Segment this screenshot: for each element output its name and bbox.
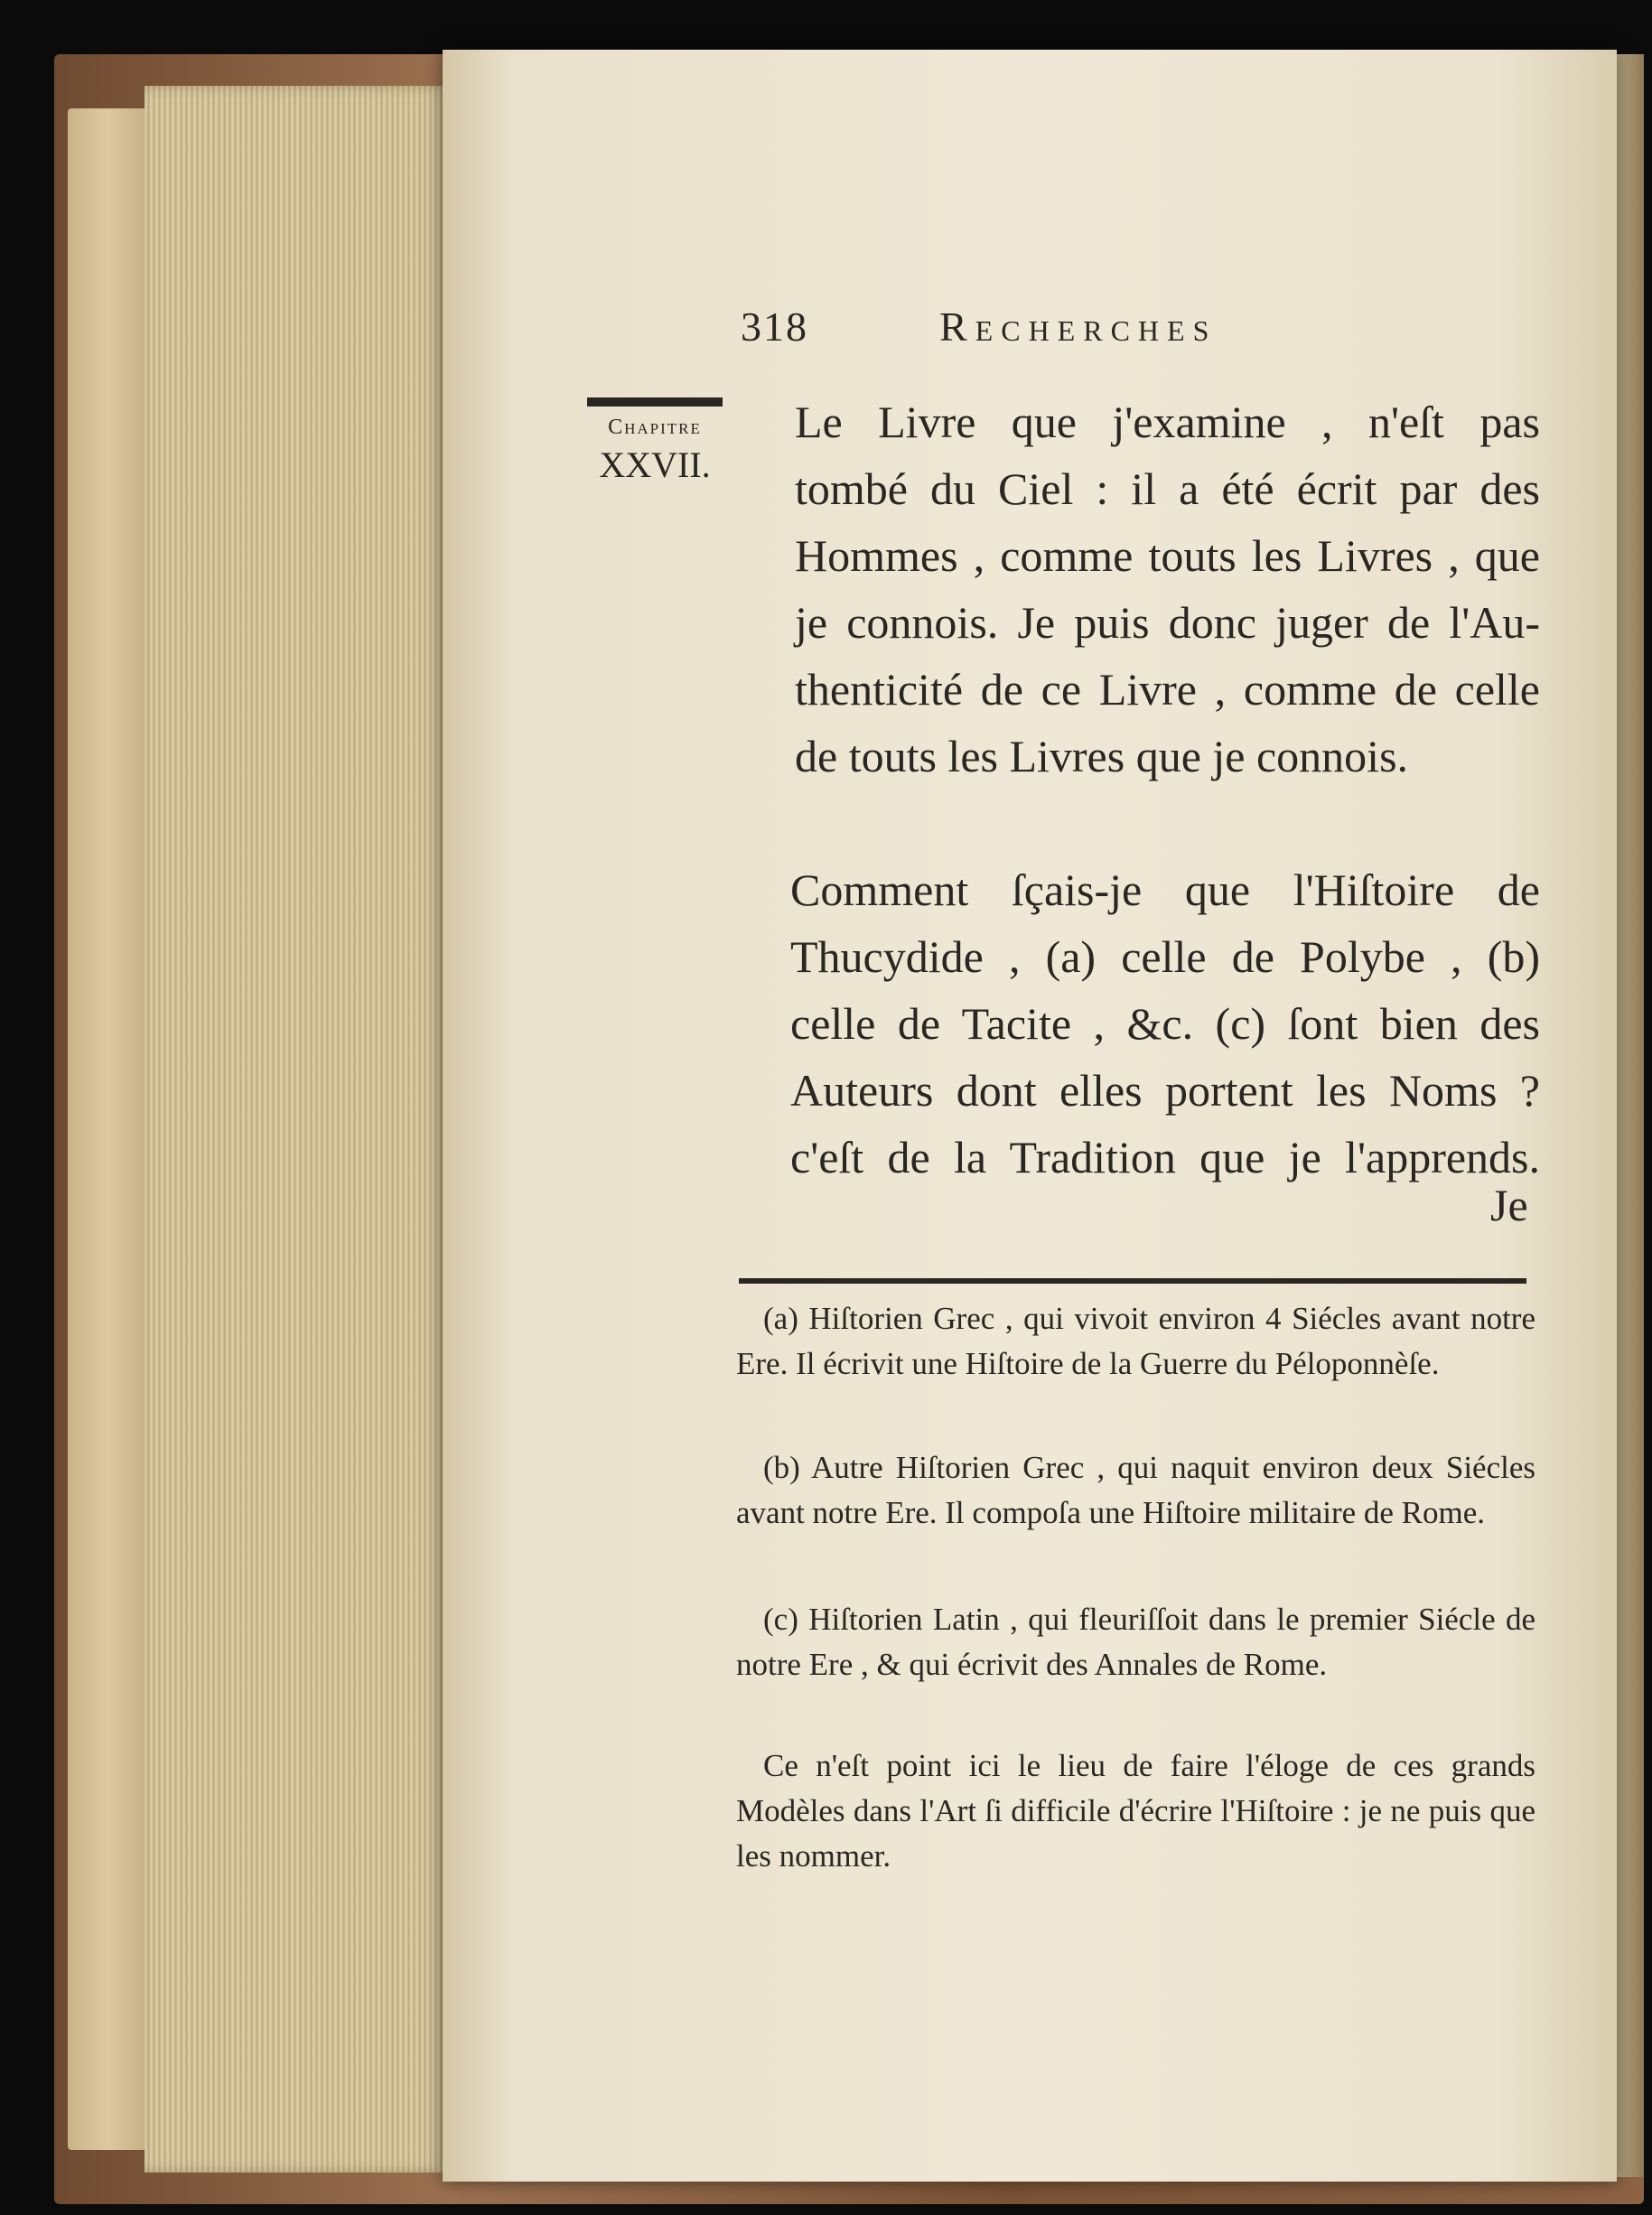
text-line: Auteurs dont elles portent les Noms ?: [790, 1065, 1540, 1116]
text-line: je connois. Je puis donc juger de l'Au-: [795, 597, 1540, 648]
paragraph-1: [736, 388, 1540, 790]
text-line: celle de Tacite , &c. (c) ſont bien des: [790, 998, 1540, 1049]
running-title: Recherches: [939, 304, 1218, 350]
chapter-number: XXVII.: [599, 444, 711, 485]
text-line: Hommes , comme touts les Livres , que: [795, 530, 1540, 581]
running-header: [741, 303, 1337, 357]
footnote-a: (a) Hiſtorien Grec , qui vivoit environ 4 Siécles avant notre Ere. Il écrivit une Hiſtoire de la Guerre du Péloponnèſe.: [736, 1301, 1535, 1381]
footnote-b: (b) Autre Hiſtorien Grec , qui naquit environ deux Siécles avant notre Ere. Il compoſa une Hiſtoire militaire de Rome.: [736, 1450, 1535, 1530]
footnote-remark: Ce n'eſt point ici le lieu de faire l'éloge de ces grands Modèles dans l'Art ſi difficile d'écrire l'Hiſtoire : je ne puis que les nommer.: [736, 1748, 1535, 1874]
text-line: thenticité de ce Livre , comme de celle: [795, 664, 1540, 715]
chapter-label: Chapitre: [608, 416, 702, 439]
text-line: Le Livre que j'examine , n'eſt pas: [795, 397, 1540, 447]
catchword: Je: [1490, 1180, 1528, 1230]
page-block-edge: [145, 86, 452, 2173]
text-line: Thucydide , (a) celle de Polybe , (b): [790, 931, 1540, 982]
page-number: 318: [741, 304, 808, 350]
text-line: c'eſt de la Tradition que je l'apprends.: [790, 1132, 1540, 1182]
paragraph-2: [736, 856, 1540, 1191]
footnote-c: (c) Hiſtorien Latin , qui fleuriſſoit dans le premier Siécle de notre Ere , & qui écrivit des Annales de Rome.: [736, 1602, 1535, 1682]
text-line: de touts les Livres que je connois.: [795, 731, 1409, 781]
text-line: Comment ſçais-je que l'Hiſtoire de: [790, 865, 1540, 915]
footnote-rule: [739, 1278, 1526, 1284]
text-line: tombé du Ciel : il a été écrit par des: [795, 463, 1540, 514]
margin-rule: [587, 397, 723, 407]
chapter-margin-note: [578, 397, 732, 506]
